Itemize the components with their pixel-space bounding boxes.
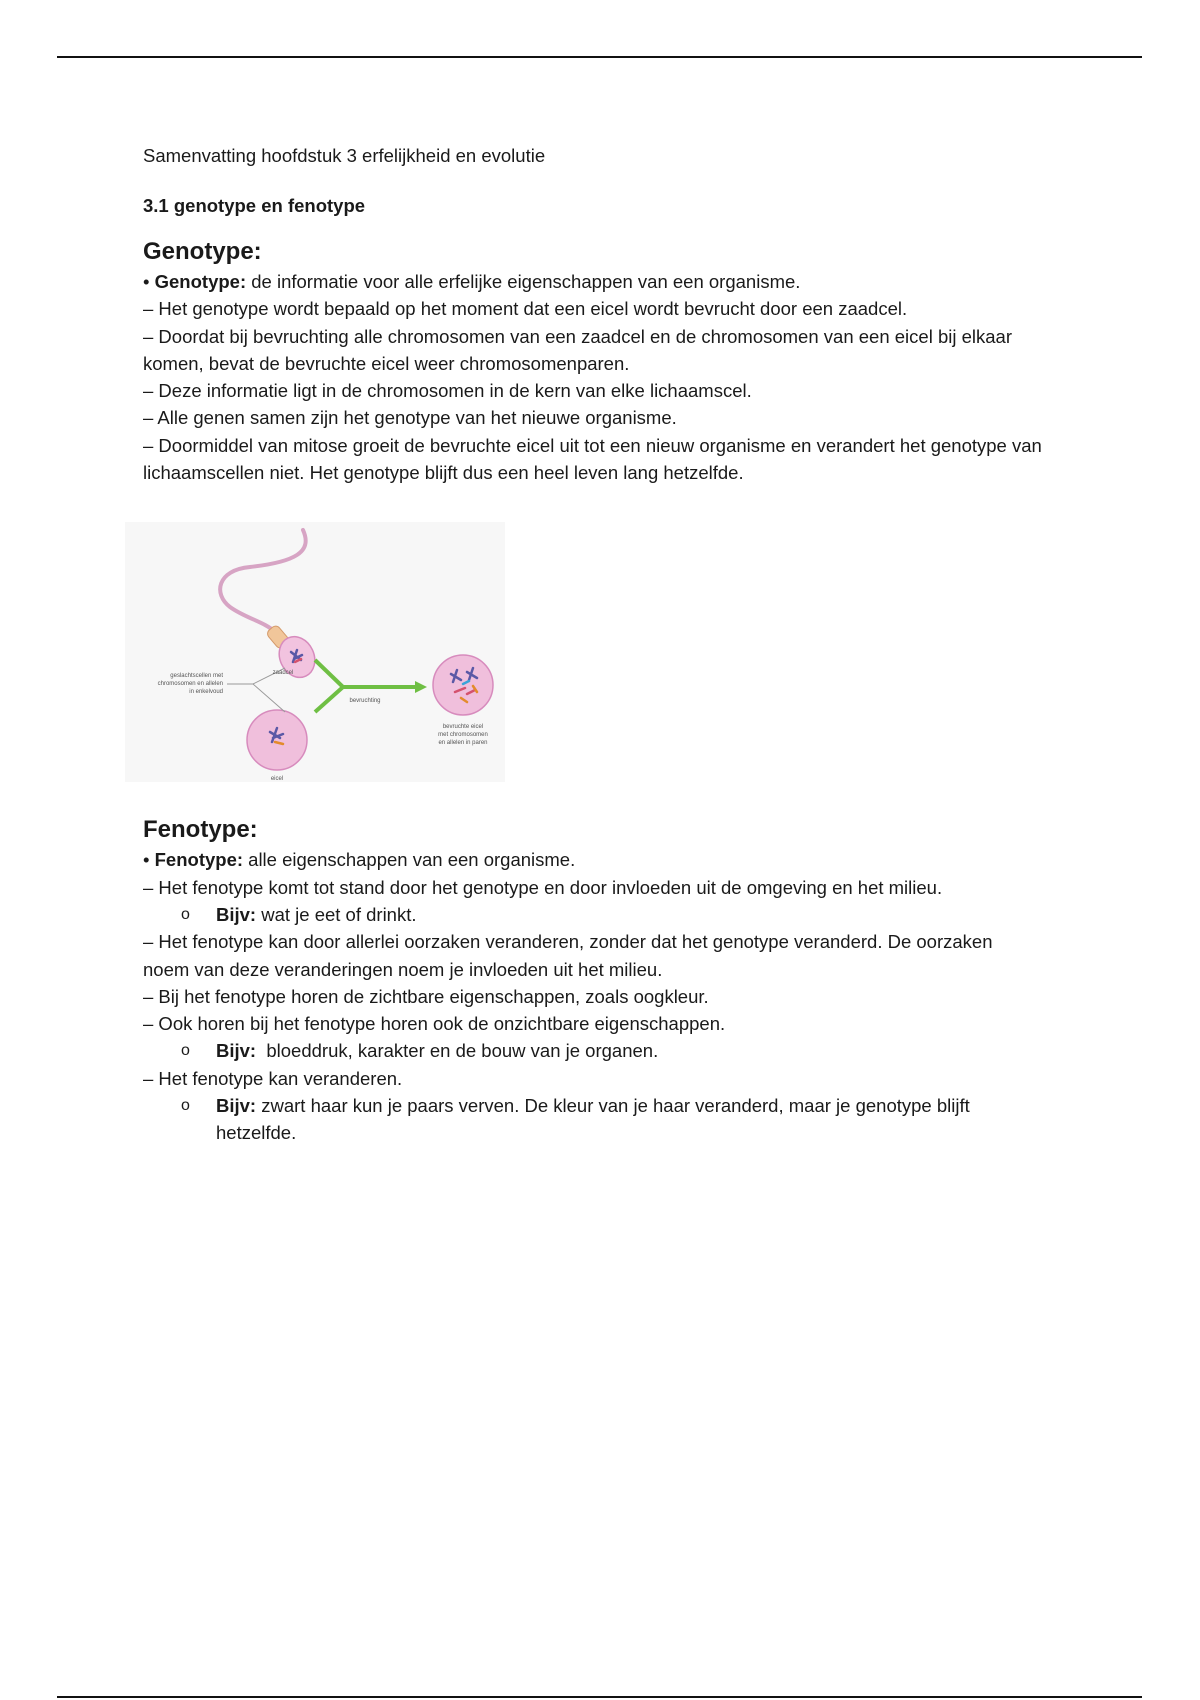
fenotype-example-1 xyxy=(143,901,1043,928)
list-marker: o xyxy=(181,1042,190,1060)
genotype-definition xyxy=(143,268,1043,295)
genotype-heading: Genotype: xyxy=(143,238,262,265)
genotype-line-1: – Het genotype wordt bepaald op het moment dat een eicel wordt bevrucht door een zaadcel. xyxy=(143,298,908,320)
fenotype-line-5: – Het fenotype kan veranderen. xyxy=(143,1067,403,1089)
example-term: Bijv: xyxy=(216,903,257,925)
fenotype-line-4: – Ook horen bij het fenotype horen ook de onzichtbare eigenschappen. xyxy=(143,1013,726,1035)
example-text: wat je eet of drinkt. xyxy=(256,903,417,925)
label-result-3: en allelen in paren xyxy=(438,740,488,747)
label-arrow: bevruchting xyxy=(349,698,381,705)
label-result-1: bevruchte eicel xyxy=(442,724,484,731)
bullet: • xyxy=(143,271,150,292)
example-term: Bijv: xyxy=(216,1095,257,1117)
fenotype-term: Fenotype: xyxy=(154,849,244,871)
example-text: zwart haar kun je paars verven. De kleur van je haar veranderd, maar je genotype blijft hetzelfde. xyxy=(216,1095,970,1144)
genotype-term: Genotype: xyxy=(154,271,247,292)
fenotype-line-2: – Het fenotype kan door allerlei oorzaken veranderen, zonder dat het genotype veranderd. De oorzaken noem van deze veranderingen noem je invloeden uit het milieu. xyxy=(143,931,993,980)
label-left-2: chromosomen en allelen xyxy=(157,681,223,688)
label-result-2: met chromosomen xyxy=(438,732,488,739)
label-sperm: zaadcel xyxy=(272,670,294,677)
fenotype-line-1: – Het fenotype komt tot stand door het genotype en door invloeden uit de omgeving en het milieu. xyxy=(143,876,943,898)
fenotype-heading: Fenotype: xyxy=(143,816,258,844)
genotype-definition-text: de informatie voor alle erfelijke eigenschappen van een organisme. xyxy=(246,271,801,292)
fenotype-example-3 xyxy=(143,1092,1043,1147)
genotype-line-4: – Alle genen samen zijn het genotype van het nieuwe organisme. xyxy=(143,407,677,429)
genotype-line-5: – Doormiddel van mitose groeit de bevruchte eicel uit tot een nieuw organisme en verandert het genotype van lichaamscellen niet. Het genotype blijft dus een heel leven lang hetzelfde. xyxy=(143,434,1042,484)
document-title: Samenvatting hoofdstuk 3 erfelijkheid en evolutie xyxy=(143,145,546,166)
label-left-3: in enkelvoud xyxy=(189,689,223,696)
fenotype-example-2 xyxy=(143,1037,1043,1064)
bullet: • xyxy=(143,849,150,871)
label-egg: eicel xyxy=(270,776,284,783)
section-title: 3.1 genotype en fenotype xyxy=(143,195,366,216)
genotype-line-2: – Doordat bij bevruchting alle chromosomen van een zaadcel en de chromosomen van een eicel bij elkaar komen, bevat de bevruchte eicel weer chromosomenparen. xyxy=(143,325,1012,374)
header-rule xyxy=(57,56,1142,58)
document-body xyxy=(143,144,1043,1147)
list-marker: o xyxy=(181,905,190,923)
label-left-1: geslachtscellen met xyxy=(170,673,223,680)
list-marker: o xyxy=(181,1097,190,1115)
footer-rule xyxy=(57,1696,1142,1698)
fenotype-definition-text: alle eigenschappen van een organisme. xyxy=(243,849,576,871)
genotype-line-3: – Deze informatie ligt in de chromosomen in de kern van elke lichaamscel. xyxy=(143,380,752,402)
example-term: Bijv: xyxy=(216,1040,257,1062)
fenotype-line-3: – Bij het fenotype horen de zichtbare eigenschappen, zoals oogkleur. xyxy=(143,985,709,1007)
example-text: bloeddruk, karakter en de bouw van je organen. xyxy=(256,1040,659,1062)
fenotype-definition xyxy=(143,846,1043,873)
fertilization-diagram xyxy=(125,522,505,782)
egg-cell xyxy=(247,710,307,770)
